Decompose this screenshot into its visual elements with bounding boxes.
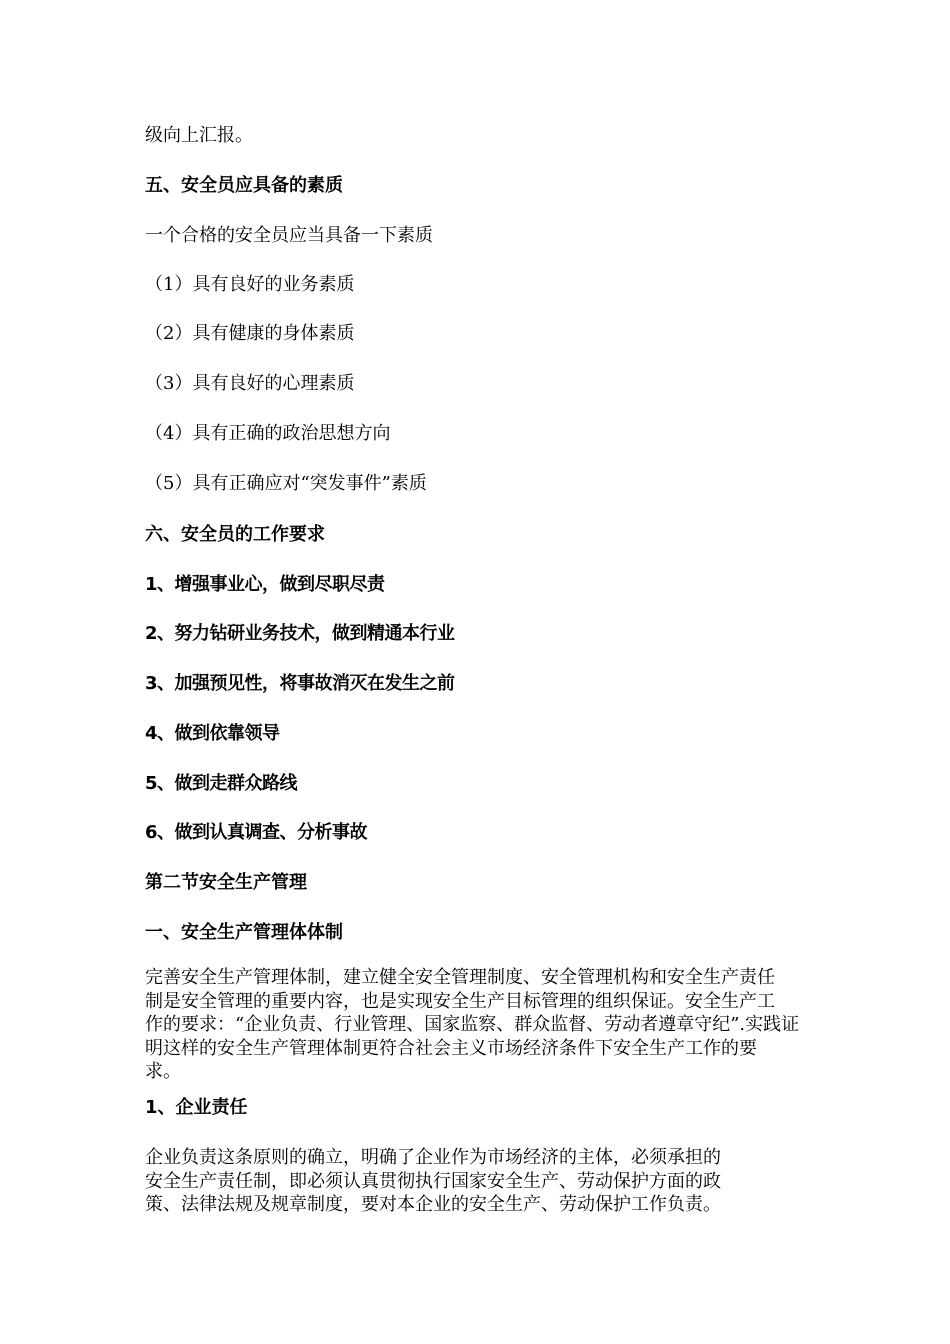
text-line: 级向上汇报。 [145,125,253,146]
paragraph-line: 安全生产责任制，即必须认真贯彻执行国家安全生产、劳动保护方面的政 [145,1170,721,1192]
paragraph-line: 企业负责这条原则的确立，明确了企业作为市场经济的主体，必须承担的 [145,1147,721,1168]
list-item: （1）具有良好的业务素质 [145,274,355,295]
section-heading-6: 六、安全员的工作要求 [145,524,325,545]
paragraph-line: 完善安全生产管理体制，建立健全安全管理制度、安全管理机构和安全生产责任 [145,967,775,988]
subsection-heading-enterprise: 1、企业责任 [145,1097,248,1118]
paragraph-line: 求。 [145,1061,181,1082]
requirement-item: 4、做到依靠领导 [145,723,280,744]
requirement-item: 2、努力钻研业务技术，做到精通本行业 [145,623,455,644]
list-item: （4）具有正确的政治思想方向 [145,423,391,444]
requirement-item: 3、加强预见性，将事故消灭在发生之前 [145,673,455,694]
paragraph-line: 策、法律法规及规章制度，要对本企业的安全生产、劳动保护工作负责。 [145,1194,721,1215]
chapter-section-title: 第二节安全生产管理 [145,872,307,893]
text-line: 一个合格的安全员应当具备一下素质 [145,225,433,246]
requirement-item: 5、做到走群众路线 [145,773,298,794]
subsection-heading: 一、安全生产管理体体制 [145,922,343,943]
list-item: （2）具有健康的身体素质 [145,323,355,344]
paragraph-enterprise-responsibility [145,1146,813,1217]
requirement-item: 6、做到认真调查、分析事故 [145,822,368,843]
paragraph-line: 作的要求：“企业负责、行业管理、国家监察、群众监督、劳动者遵章守纪”.实践证 [145,1014,800,1035]
list-item: （3）具有良好的心理素质 [145,373,355,394]
paragraph-line: 明这样的安全生产管理体制更符合社会主义市场经济条件下安全生产工作的要 [145,1037,757,1059]
paragraph-management-system [145,966,813,1084]
requirement-item: 1、增强事业心，做到尽职尽责 [145,574,385,595]
list-item: （5）具有正确应对“突发事件”素质 [145,473,427,494]
paragraph-line: 制是安全管理的重要内容，也是实现安全生产目标管理的组织保证。安全生产工 [145,990,775,1012]
section-heading-5: 五、安全员应具备的素质 [145,175,343,196]
